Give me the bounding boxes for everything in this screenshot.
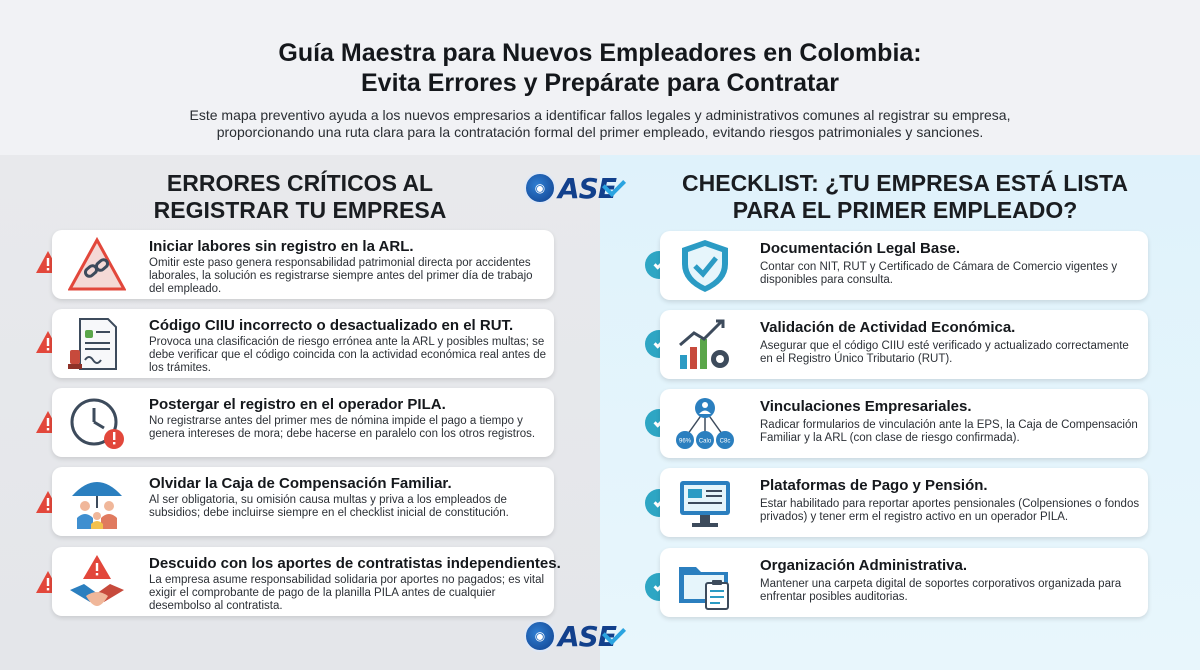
error-description: Al ser obligatoria, su omisión causa multas y priva a los empleados de subsidios; debe incluirse siempre en el checklist inicial de constitución. <box>149 494 509 519</box>
network-label: C8c <box>719 438 731 445</box>
errors-heading-line-2: REGISTRAR TU EMPRESA <box>153 197 447 223</box>
subtitle-line-1: Este mapa preventivo ayuda a los nuevos empresarios a identificar fallos legales y administrativos comunes al registrar su empresa, <box>189 107 1011 123</box>
clock-warning-icon <box>68 395 126 451</box>
ase-logo-bottom <box>510 618 630 654</box>
checklist-heading-line-1: CHECKLIST: ¿TU EMPRESA ESTÁ LISTA <box>682 170 1128 196</box>
checklist-card <box>660 468 1148 537</box>
error-card <box>52 309 554 378</box>
errors-heading <box>120 170 480 224</box>
checklist-title: Validación de Actividad Económica. <box>760 319 1016 336</box>
error-card <box>52 467 554 536</box>
checklist-card <box>660 389 1148 458</box>
checklist-description: Asegurar que el código CIIU esté verificado y actualizado correctamente en el Registro Único Tributario (RUT). <box>760 340 1129 365</box>
error-title: Iniciar labores sin registro en la ARL. <box>149 238 414 255</box>
ase-logo <box>510 170 630 206</box>
document-stamp-icon <box>68 316 126 372</box>
error-card <box>52 547 561 616</box>
network-affiliations-icon <box>676 396 734 452</box>
broken-chain-warning-icon <box>68 237 126 293</box>
checklist-description: Contar con NIT, RUT y Certificado de Cámara de Comercio vigentes y disponibles para consulta. <box>760 261 1118 286</box>
checklist-heading <box>650 170 1160 224</box>
subtitle-line-2: proporcionando una ruta clara para la contratación formal del primer empleado, evitando riesgos patrimoniales y sanciones. <box>216 124 984 140</box>
error-description: Omitir este paso genera responsabilidad patrimonial directa por accidentes laborales, la solución es registrarse siempre antes del primer día de trabajo del empleado. <box>149 257 533 295</box>
checklist-title: Documentación Legal Base. <box>760 240 961 257</box>
error-description: Provoca una clasificación de riesgo errónea ante la ARL y posibles multas; se debe verificar que el código coincida con la actividad económica real antes de los trámites. <box>149 336 546 374</box>
network-label: 96% <box>678 438 692 445</box>
page-subtitle <box>0 107 1200 141</box>
error-description: La empresa asume responsabilidad solidaria por aportes no pagados; es vital exigir el comprobante de pago de la planilla PILA antes de cualquier desembolso al contratista. <box>149 574 545 612</box>
checklist-heading-line-2: PARA EL PRIMER EMPLEADO? <box>732 197 1078 223</box>
checklist-card <box>660 548 1148 617</box>
error-card <box>52 388 554 457</box>
error-title: Código CIIU incorrecto o desactualizado en el RUT. <box>149 317 514 334</box>
logo-emblem-icon: ◉ <box>524 620 556 652</box>
logo-text: ASE <box>558 171 616 205</box>
title-line-1: Guía Maestra para Nuevos Empleadores en Colombia: <box>278 39 922 67</box>
checklist-description: Estar habilitado para reportar aportes pensionales (Colpensiones o fondos privados) y tener erm el registro activo en un operador PILA. <box>760 498 1140 523</box>
page-title <box>0 38 1200 98</box>
error-description: No registrarse antes del primer mes de nómina impide el pago a tiempo y genera intereses de mora; debe hacerse en paralelo con los otros registros. <box>149 415 536 440</box>
error-title: Postergar el registro en el operador PILA. <box>149 396 446 413</box>
handshake-warning-icon <box>68 554 126 610</box>
network-label: Calo <box>698 438 712 445</box>
growth-chart-gear-icon <box>676 317 734 373</box>
title-line-2: Evita Errores y Prepárate para Contratar <box>361 69 839 97</box>
checklist-description: Radicar formularios de vinculación ante la EPS, la Caja de Compensación Familiar y la ARL (con clase de riesgo confirmada). <box>760 419 1138 444</box>
checklist-card <box>660 231 1148 300</box>
checklist-title: Organización Administrativa. <box>760 557 967 574</box>
logo-text: ASE <box>558 619 616 653</box>
error-card <box>52 230 554 299</box>
checklist-card <box>660 310 1148 379</box>
header <box>0 0 1200 155</box>
error-title: Descuido con los aportes de contratistas independientes. <box>149 555 561 572</box>
payment-platform-icon <box>676 475 734 531</box>
error-title: Olvidar la Caja de Compensación Familiar. <box>149 475 452 492</box>
errors-heading-line-1: ERRORES CRÍTICOS AL <box>166 170 434 196</box>
checklist-description: Mantener una carpeta digital de soportes corporativos organizada para enfrentar posibles auditorias. <box>760 578 1122 603</box>
family-umbrella-icon <box>68 474 126 530</box>
shield-check-icon <box>676 238 734 294</box>
checklist-title: Vinculaciones Empresariales. <box>760 398 972 415</box>
logo-emblem-icon: ◉ <box>524 172 556 204</box>
folder-clipboard-icon <box>676 555 734 611</box>
checklist-title: Plataformas de Pago y Pensión. <box>760 477 988 494</box>
